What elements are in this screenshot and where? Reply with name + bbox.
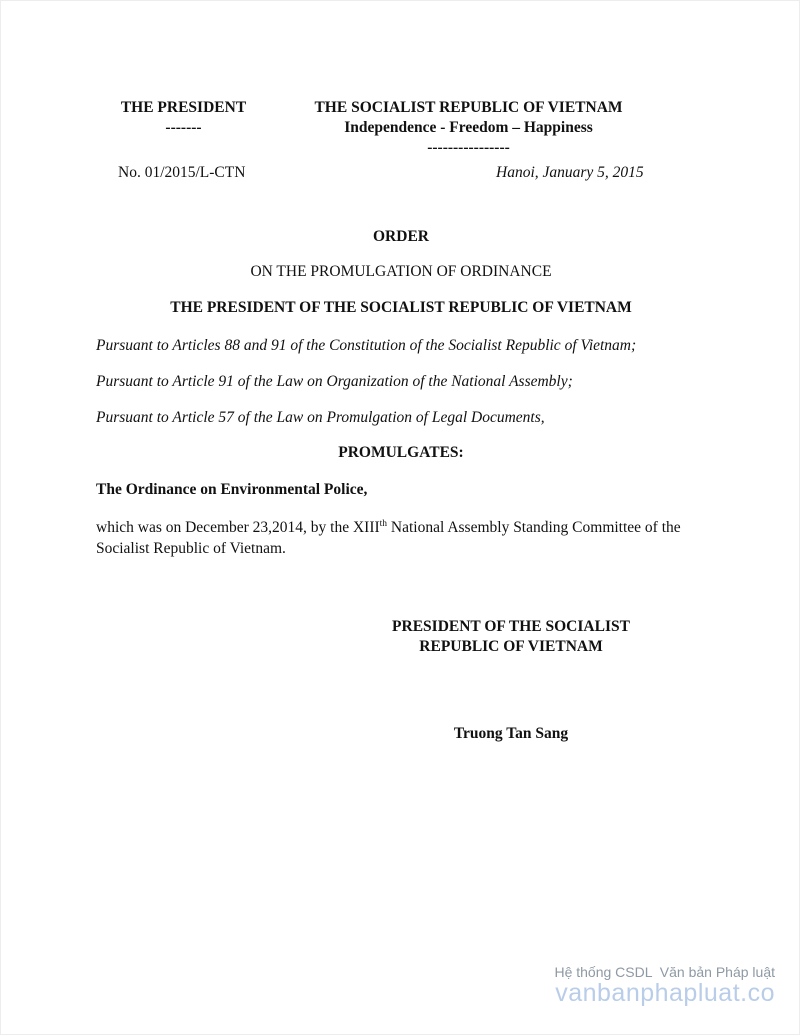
body-text-before-superscript: which was on December 23,2014, by the XIII bbox=[96, 519, 380, 536]
national-heading-divider: ---------------- bbox=[427, 139, 510, 156]
document-title: ORDER bbox=[373, 228, 429, 245]
watermark-site-name: vanbanphapluat.co bbox=[555, 979, 775, 1007]
body-paragraph bbox=[96, 518, 710, 559]
pursuant-clause: Pursuant to Article 91 of the Law on Organization of the National Assembly; bbox=[96, 373, 573, 390]
promulgates-heading: PROMULGATES: bbox=[338, 444, 464, 461]
document-number: No. 01/2015/L-CTN bbox=[118, 164, 246, 181]
signature-title bbox=[361, 617, 661, 657]
signature-title-line1: PRESIDENT OF THE SOCIALIST bbox=[392, 618, 630, 635]
ordinal-superscript: th bbox=[379, 518, 388, 529]
signature-title-line2: REPUBLIC OF VIETNAM bbox=[419, 638, 603, 655]
ordinance-subject: The Ordinance on Environmental Police, bbox=[96, 481, 368, 498]
site-watermark bbox=[554, 965, 775, 1006]
signature-name: Truong Tan Sang bbox=[453, 725, 569, 742]
national-heading-country: THE SOCIALIST REPUBLIC OF VIETNAM bbox=[314, 99, 623, 116]
header-issuing-authority bbox=[91, 98, 276, 138]
document-subtitle: ON THE PROMULGATION OF ORDINANCE bbox=[250, 263, 552, 280]
pursuant-clause: Pursuant to Article 57 of the Law on Promulgation of Legal Documents, bbox=[96, 409, 545, 426]
body-text-after-superscript: National Assembly Standing Committee of the Socialist Republic of Vietnam. bbox=[96, 519, 681, 557]
document-issuer-line: THE PRESIDENT OF THE SOCIALIST REPUBLIC OF VIETNAM bbox=[170, 299, 632, 316]
issuing-authority-divider: ------- bbox=[165, 119, 202, 136]
header-national-heading bbox=[306, 98, 631, 158]
watermark-system-label: Hệ thống CSDL Văn bản Pháp luật bbox=[554, 964, 775, 980]
national-heading-motto: Independence - Freedom – Happiness bbox=[344, 119, 593, 136]
issuing-authority-title: THE PRESIDENT bbox=[120, 99, 247, 116]
pursuant-clause: Pursuant to Articles 88 and 91 of the Constitution of the Socialist Republic of Vietnam; bbox=[96, 337, 637, 354]
place-date: Hanoi, January 5, 2015 bbox=[496, 164, 644, 181]
